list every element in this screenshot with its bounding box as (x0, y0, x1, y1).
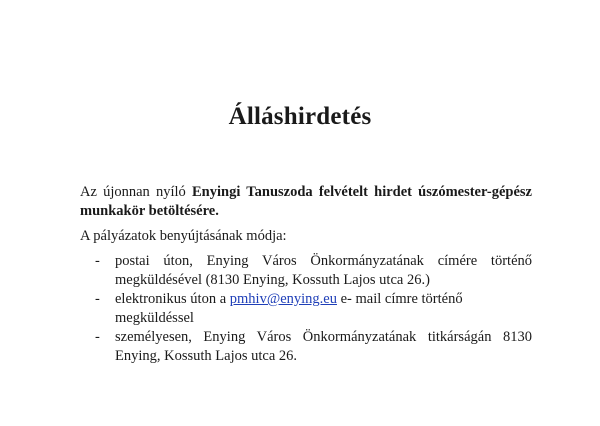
personal-method-text: személyesen, Enying Város Önkormányzatának titkárságán 8130 Enying, Kossuth Lajos utca 26. (115, 329, 532, 364)
list-item-postal (80, 252, 532, 290)
page-title: Álláshirdetés (228, 103, 372, 130)
bullet-dash: - (95, 253, 100, 269)
bullet-dash: - (95, 329, 100, 345)
intro-text: Az újonnan nyíló (80, 184, 192, 200)
intro-paragraph (80, 183, 532, 221)
submission-methods-heading: A pályázatok benyújtásának módja: (80, 228, 287, 244)
electronic-method-suffix: e- mail címre történő megküldéssel (115, 291, 463, 326)
electronic-method-prefix: elektronikus úton a (115, 291, 230, 307)
bullet-dash: - (95, 291, 100, 307)
intro-bold-text: Enyingi Tanuszoda felvételt hirdet úszómester-gépész munkakör betöltésére. (80, 184, 532, 219)
postal-method-text: postai úton, Enying Város Önkormányzatának címére történő megküldésével (8130 Enying, Kossuth Lajos utca 26.) (115, 253, 532, 288)
email-link[interactable]: pmhiv@enying.eu (229, 291, 337, 307)
list-item-electronic (80, 290, 532, 328)
electronic-method-text (115, 290, 532, 328)
list-item-personal (80, 328, 532, 366)
submission-methods-list (80, 252, 532, 366)
